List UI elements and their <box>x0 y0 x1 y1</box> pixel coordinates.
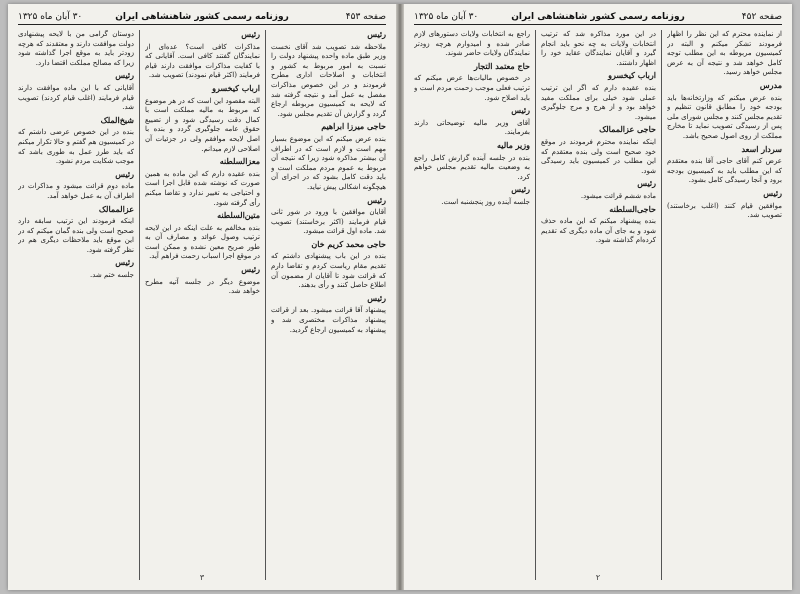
column-rule <box>661 30 662 580</box>
paragraph: آقایان موافقین با ورود در شور ثانی قیام فرمایند (اکثر برخاستند) تصویب شد. ماده اول قرائت میشود. <box>271 208 386 236</box>
paragraph: در این مورد مذاکره شد که ترتیب انتخابات ولایات به چه نحو باید انجام گیرد و آقایان نمایندگان عقاید خود را اظهار داشتند. <box>541 30 656 67</box>
paragraph: بنده پیشنهاد میکنم که این ماده حذف شود و به جای آن ماده دیگری که تقدیم کرده‌ام گذاشته شود. <box>541 217 656 245</box>
paragraph: اینکه نماینده محترم فرمودند در موقع خود صحیح است ولی بنده معتقدم که این مطلب در کمیسیون باید رسیدگی شود. <box>541 137 656 175</box>
text-column-3 <box>18 30 134 582</box>
issue-date: ۳۰ آبان ماه ۱۳۲۵ <box>18 12 83 22</box>
text-column-1 <box>271 30 386 582</box>
newspaper-spread <box>8 4 792 590</box>
text-column-2 <box>145 30 260 582</box>
paragraph: مذاکرات کافی است؟ عده‌ای از نمایندگان گفتند کافی است. آقایانی که با کفایت مذاکرات موافقت دارند قیام فرمایند (اکثر قیام نمودند) تصویب شد. <box>145 42 260 80</box>
speaker-heading: رئیس <box>115 70 134 81</box>
paragraph: آقای وزیر مالیه توضیحاتی دارند بفرمایند. <box>414 118 530 137</box>
book-gutter <box>396 4 404 590</box>
speaker-heading: رئیس <box>241 30 260 39</box>
paragraph: جلسه آینده روز پنجشنبه است. <box>441 197 530 206</box>
paragraph: موضوع دیگر در جلسه آتیه مطرح خواهد شد. <box>145 277 260 296</box>
column-rule <box>535 30 536 580</box>
speaker-heading: رئیس <box>637 178 656 189</box>
text-column-1 <box>667 30 782 582</box>
paragraph: عرض کنم آقای حاجی آقا بنده معتقدم که این مطلب باید به کمیسیون بودجه برود و آنجا رسیدگی کامل بشود. <box>667 157 782 185</box>
speaker-heading: حاجی محمد کریم خان <box>311 238 386 249</box>
speaker-heading: وزیر مالیه <box>496 139 530 150</box>
speaker-heading: رئیس <box>763 187 782 198</box>
speaker-heading: رئیس <box>241 264 260 275</box>
speaker-heading: سردار اسعد <box>741 143 782 154</box>
paragraph: پیشنهاد آقا قرائت میشود. بعد از قرائت پیشنهاد مذاکرات مختصری شد و پیشنهاد به کمیسیون ارجاع گردید. <box>271 306 386 334</box>
speaker-heading: رئیس <box>115 257 134 268</box>
paragraph: بنده عرض میکنم که وزارتخانه‌ها باید بودجه خود را مطابق قانون تنظیم و تقدیم مجلس کنند و مجلس شورای ملی پس از رسیدگی تصویب نماید تا مخارج مملکت از روی اصول صحیح باشد. <box>667 93 782 140</box>
speaker-heading: حاجی عزالممالک <box>599 124 656 135</box>
paragraph: بنده در این باب پیشنهادی داشتم که تقدیم مقام ریاست کردم و تقاضا دارم که قرائت شود تا آقایان از مضمون آن اطلاع حاصل کنند و رأی بدهند. <box>271 252 386 290</box>
text-column-3 <box>414 30 530 582</box>
speaker-heading: ارباب کیخسرو <box>212 82 260 93</box>
speaker-heading: عزالممالک <box>98 203 134 214</box>
paragraph: بنده عقیده دارم که اگر این ترتیب عملی شود خیلی برای مملکت مفید خواهد بود و از هرج و مرج جلوگیری میشود. <box>541 83 656 121</box>
page-header <box>414 10 782 25</box>
speaker-heading: رئیس <box>367 30 386 39</box>
masthead-title: روزنامه رسمی کشور شاهنشاهی ایران <box>511 12 685 22</box>
speaker-heading: متین‌السلطنه <box>217 210 260 221</box>
paragraph: ماده ششم قرائت میشود. <box>580 191 656 200</box>
paragraph: ماده دوم قرائت میشود و مذاکرات در اطراف آن به عمل خواهد آمد. <box>18 182 134 200</box>
speaker-heading: رئیس <box>115 168 134 179</box>
page-number: صفحه ۴۵۲ <box>741 12 782 22</box>
speaker-heading: رئیس <box>367 292 386 303</box>
speaker-heading: ارباب کیخسرو <box>608 70 656 81</box>
speaker-heading: شیخ‌الملک <box>100 114 134 125</box>
paragraph: در خصوص مالیات‌ها عرض میکنم که ترتیب فعلی موجب زحمت مردم است و باید اصلاح شود. <box>414 74 530 102</box>
speaker-heading: رئیس <box>511 184 530 195</box>
paragraph: بنده در این خصوص عرضی داشتم که در کمیسیون هم گفتم و حالا تکرار میکنم که باید طرز عمل به طوری باشد که موجب شکایت مردم نشود. <box>18 128 134 166</box>
page-header <box>18 10 386 25</box>
paragraph: بنده در جلسه آینده گزارش کامل راجع به وضعیت مالیه تقدیم مجلس خواهم کرد. <box>414 153 530 181</box>
paragraph: موافقین قیام کنند (اغلب برخاستند) تصویب شد. <box>667 201 782 220</box>
speaker-heading: حاج معتمد التجار <box>473 60 530 71</box>
paragraph: بنده عرض میکنم که این موضوع بسیار مهم است و لازم است که در اطراف آن بیشتر مذاکره شود زیرا که نتیجه آن مربوط به عموم مردم مملکت است و باید دقت کامل بشود که در اجرای آن هیچگونه اشکالی پیش نیاید. <box>271 134 386 191</box>
speaker-heading: معزالسلطنه <box>219 156 260 167</box>
paragraph: آقایانی که با این ماده موافقت دارند قیام فرمایند (اغلب قیام کردند) تصویب شد. <box>18 83 134 112</box>
speaker-heading: حاجی‌السلطنه <box>609 203 656 214</box>
right-page <box>404 4 792 590</box>
paragraph: ملاحظه شد تصویب شد آقای نخست وزیر طبق ماده واحده پیشنهاد دولت را نسبت به امور مربوط به کشور و انتخابات و اصلاحات اداری مطرح فرمودند و در این خصوص مذاکرات مفصل به عمل آمد و نتیجه گرفته شد که لایحه به کمیسیون مربوطه ارجاع گردد و گزارش آن تقدیم مجلس شود. <box>271 42 386 118</box>
page-footer-mark: ۲ <box>595 573 601 582</box>
paragraph: دوستان گرامی من با لایحه پیشنهادی دولت موافقت دارند و معتقدند که هرچه زودتر باید به موقع اجرا گذاشته شود زیرا که مصالح مملکت اقتضا دارد. <box>18 30 134 67</box>
speaker-heading: حاجی میرزا ابراهیم <box>321 121 386 132</box>
page-footer-mark: ۳ <box>199 573 205 582</box>
page-number: صفحه ۴۵۳ <box>345 12 386 22</box>
speaker-heading: رئیس <box>511 105 530 116</box>
speaker-heading: مدرس <box>759 79 782 90</box>
paragraph: از نماینده محترم که این نظر را اظهار فرمودند تشکر میکنم و البته در کمیسیون مربوطه به این مطلب توجه کامل خواهد شد و نتیجه آن به عرض مجلس خواهد رسید. <box>667 30 782 77</box>
paragraph: جلسه ختم شد. <box>90 271 134 280</box>
masthead-title: روزنامه رسمی کشور شاهنشاهی ایران <box>115 12 289 22</box>
paragraph: بنده مخالفم به علت اینکه در این لایحه ترتیب وصول عوائد و مصارف آن به طور صریح معین نشده و ممکن است در موقع اجرا اسباب زحمت فراهم آید. <box>145 223 260 261</box>
left-page <box>8 4 396 590</box>
paragraph: راجع به انتخابات ولایات دستورهای لازم صادر شده و امیدوارم هرچه زودتر نمایندگان ولایات حاضر شوند. <box>414 30 530 58</box>
column-rule <box>139 30 140 580</box>
speaker-heading: رئیس <box>367 194 386 205</box>
paragraph: البته مقصود این است که در هر موضوع که مربوط به مالیه مملکت است با کمال دقت رسیدگی شود و از تضییع حقوق عامه جلوگیری گردد و بنده با اصل لایحه موافقم ولی در جزئیات آن اصلاحی لازم میدانم. <box>145 96 260 153</box>
paragraph: اینکه فرمودند این ترتیب سابقه دارد صحیح است ولی بنده گمان میکنم که در این موقع باید ملاحظات دیگری هم در نظر گرفته شود. <box>18 217 134 254</box>
column-rule <box>265 30 266 580</box>
issue-date: ۳۰ آبان ماه ۱۳۲۵ <box>414 12 479 22</box>
text-column-2 <box>541 30 656 582</box>
paragraph: بنده عقیده دارم که این ماده به همین صورت که نوشته شده قابل اجرا است و احتیاجی به تغییر ندارد و تقاضا میکنم رأی گرفته شود. <box>145 169 260 207</box>
